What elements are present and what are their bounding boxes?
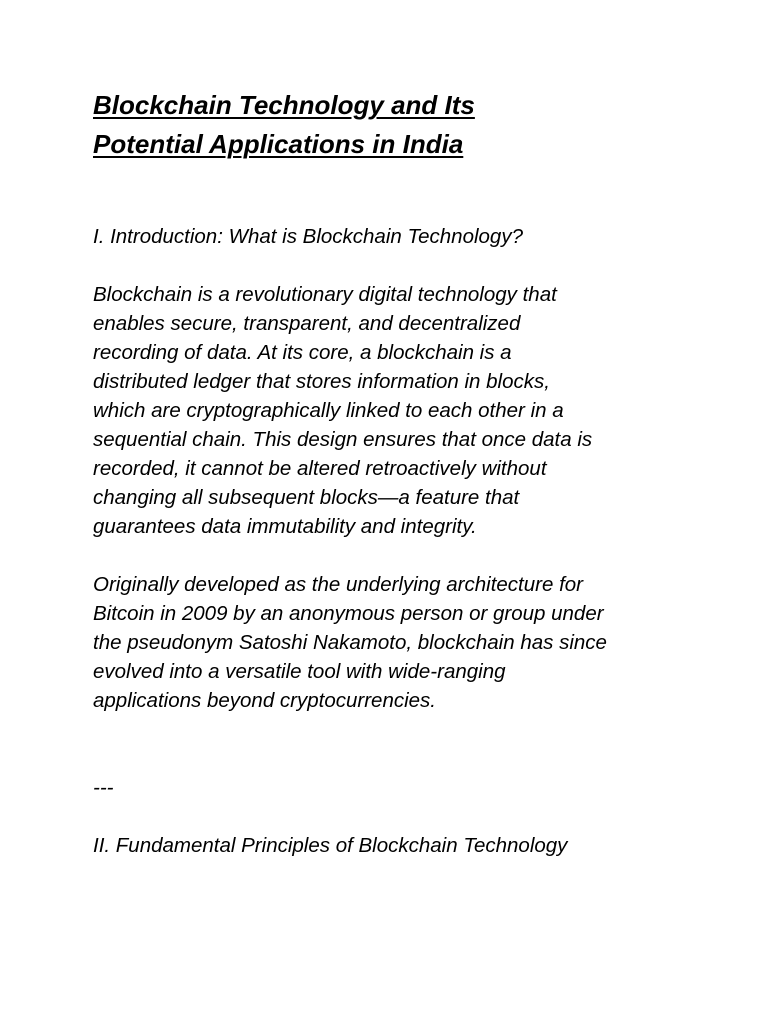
document-body bbox=[93, 86, 693, 860]
text-line: recording of data. At its core, a blockchain is a bbox=[93, 341, 512, 364]
text-line: applications beyond cryptocurrencies. bbox=[93, 689, 436, 712]
paragraph-definition bbox=[93, 280, 693, 541]
text-line: evolved into a versatile tool with wide-ranging bbox=[93, 660, 506, 683]
text-line: distributed ledger that stores information in blocks, bbox=[93, 370, 550, 393]
text-line: Originally developed as the underlying architecture for bbox=[93, 573, 583, 596]
text-line: recorded, it cannot be altered retroactively without bbox=[93, 457, 547, 480]
spacer bbox=[93, 164, 693, 222]
text-line: which are cryptographically linked to each other in a bbox=[93, 399, 564, 422]
title-line: Potential Applications in India bbox=[93, 129, 464, 159]
text-line: guarantees data immutability and integrity. bbox=[93, 515, 477, 538]
text-line: changing all subsequent blocks—a feature that bbox=[93, 486, 520, 509]
title-line: Blockchain Technology and Its bbox=[93, 90, 475, 120]
document-title bbox=[93, 86, 693, 164]
text-line: sequential chain. This design ensures that once data is bbox=[93, 428, 593, 451]
spacer bbox=[93, 715, 693, 773]
text-line: Blockchain is a revolutionary digital technology that bbox=[93, 283, 557, 306]
section-heading-principles: II. Fundamental Principles of Blockchain Technology bbox=[93, 834, 568, 857]
section-separator: --- bbox=[93, 776, 114, 799]
spacer bbox=[93, 541, 693, 570]
text-line: Bitcoin in 2009 by an anonymous person or group under bbox=[93, 602, 604, 625]
section-heading-introduction: I. Introduction: What is Blockchain Technology? bbox=[93, 225, 523, 248]
spacer bbox=[93, 251, 693, 280]
text-line: enables secure, transparent, and decentralized bbox=[93, 312, 521, 335]
paragraph-origin bbox=[93, 570, 693, 715]
spacer bbox=[93, 802, 693, 831]
text-line: the pseudonym Satoshi Nakamoto, blockchain has since bbox=[93, 631, 607, 654]
